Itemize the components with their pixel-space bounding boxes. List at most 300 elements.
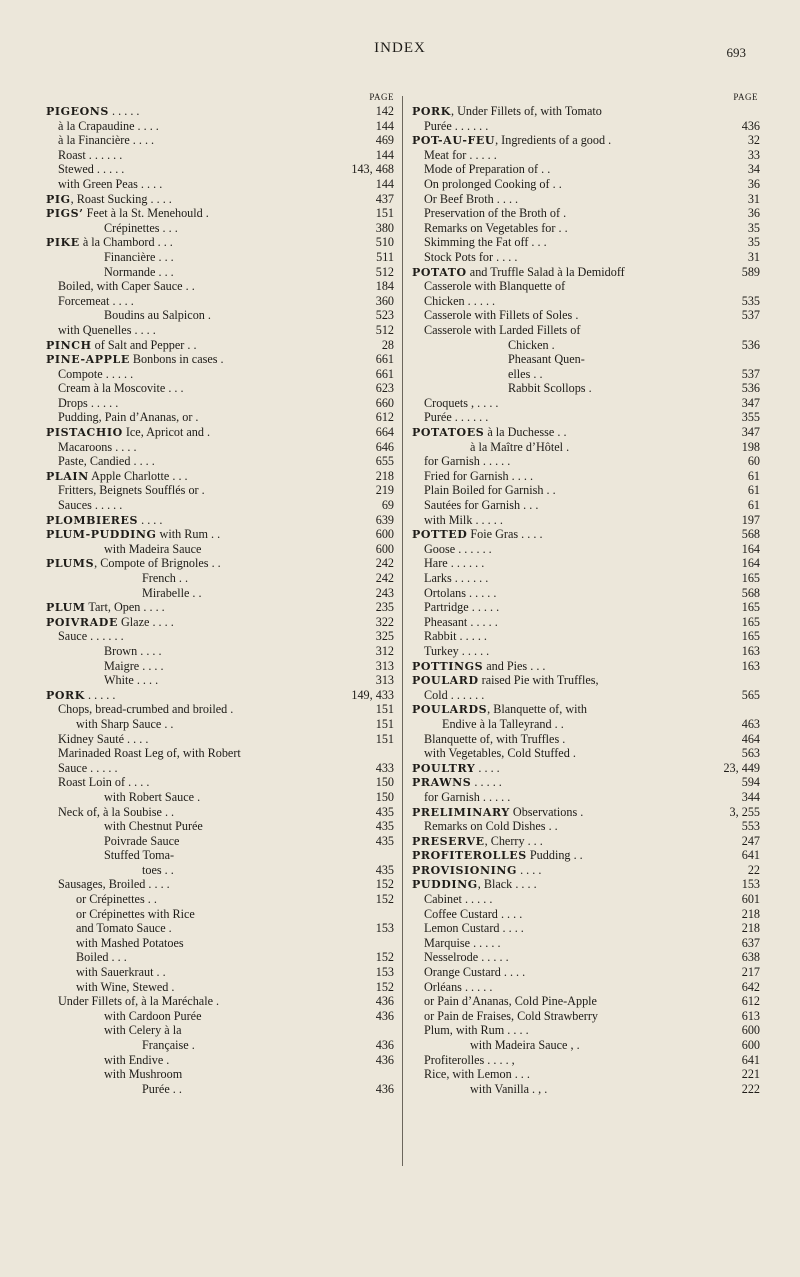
entry-text [412, 425, 739, 440]
entry-text [104, 819, 373, 834]
index-entry [412, 746, 760, 761]
entry-label: with Quenelles . . . . [58, 322, 156, 337]
entry-page-number: 536 [741, 381, 760, 396]
entry-text [46, 556, 373, 571]
index-entry [412, 965, 760, 980]
entry-text [76, 921, 373, 936]
entry-label: Stewed . . . . . [58, 162, 125, 177]
entry-text [442, 717, 739, 732]
index-entry [46, 104, 394, 119]
index-entry [46, 936, 394, 951]
entry-label: , Roast Sucking . . . . [70, 191, 172, 206]
index-entry [412, 104, 760, 119]
index-entry [412, 352, 760, 367]
index-entry [46, 761, 394, 776]
index-entry [46, 950, 394, 965]
entry-text [104, 644, 373, 659]
entry-text [104, 250, 373, 265]
entry-text [142, 571, 373, 586]
index-entry [412, 877, 760, 892]
entry-text [412, 659, 739, 674]
entry-text [104, 848, 391, 863]
entry-heading: PORK [412, 105, 451, 118]
index-entry [46, 338, 394, 353]
entry-text [424, 498, 745, 513]
index-entry [46, 542, 394, 557]
index-entry [46, 1053, 394, 1068]
entry-page-number: 435 [375, 862, 394, 877]
page-column-label: PAGE [369, 92, 394, 102]
entry-label: Apple Charlotte . . . [88, 468, 188, 483]
column-divider [402, 96, 403, 1166]
index-entry [412, 644, 760, 659]
entry-label: Purée . . . . . . [424, 410, 489, 425]
index-entry [412, 206, 760, 221]
index-entry [412, 615, 760, 630]
entry-page-number: 35 [747, 235, 760, 250]
entry-label: Forcemeat . . . . [58, 293, 134, 308]
index-entry [46, 235, 394, 250]
index-entry [412, 119, 760, 134]
entry-text [424, 148, 745, 163]
entry-heading: POTTINGS [412, 659, 484, 673]
entry-page-number: 165 [741, 571, 760, 585]
index-entry [46, 877, 394, 892]
entry-page-number: 612 [741, 994, 760, 1009]
entry-text [424, 1009, 739, 1024]
entry-label: Marinaded Roast Leg of, with Robert [58, 746, 241, 761]
entry-label: with Sharp Sauce . . [76, 716, 174, 731]
entry-text [104, 659, 373, 674]
entry-label: Hare . . . . . . [424, 556, 485, 571]
entry-label: Brown . . . . [104, 643, 162, 658]
entry-page-number: 22 [747, 862, 760, 877]
index-entry [46, 440, 394, 455]
entry-text [424, 571, 739, 586]
index-entry [46, 1067, 394, 1082]
entry-page-number: 60 [747, 454, 760, 469]
index-entry [46, 834, 394, 849]
entry-text [58, 732, 373, 747]
index-entry [412, 921, 760, 936]
entry-label: Coffee Custard . . . . [424, 906, 523, 921]
entry-page-number: 568 [741, 527, 760, 542]
entry-text [470, 1038, 739, 1053]
entry-label: Cream à la Moscovite . . . [58, 381, 184, 396]
index-entry [412, 892, 760, 907]
entry-page-number: 144 [375, 176, 394, 191]
index-entry [412, 673, 760, 688]
entry-page-number: 3, 255 [729, 804, 760, 819]
entry-label: Boiled, with Caper Sauce . . [58, 279, 195, 294]
entry-label: . . . . . [108, 104, 140, 118]
entry-label: Meat for . . . . . [424, 147, 497, 162]
entry-page-number: 600 [375, 541, 394, 556]
index-entry [412, 1053, 760, 1068]
index-entry [412, 1023, 760, 1038]
index-entry [46, 498, 394, 513]
entry-label: Cabinet . . . . . [424, 892, 493, 907]
index-entry [46, 848, 394, 863]
entry-heading: PROFITEROLLES [412, 849, 527, 863]
entry-text [58, 396, 373, 411]
index-column-right [412, 92, 760, 1096]
entry-label: or Crépinettes . . [76, 892, 157, 907]
entry-page-number: 601 [741, 892, 760, 907]
entry-label: Sauce . . . . . . [58, 629, 124, 644]
entry-label: Normande . . . [104, 264, 174, 279]
entry-label: with Chestnut Purée [104, 819, 203, 834]
entry-text [412, 761, 720, 776]
entry-text [104, 1023, 391, 1038]
entry-page-number: 436 [375, 994, 394, 1009]
entry-page-number: 433 [375, 760, 394, 775]
index-entry [412, 425, 760, 440]
entry-label: Française . [142, 1038, 195, 1052]
entry-label: à la Duchesse . . [484, 425, 567, 440]
entry-text [424, 819, 739, 834]
entry-page-number: 664 [375, 425, 394, 440]
index-entry [46, 819, 394, 834]
index-entry [412, 542, 760, 557]
entry-page-number: 151 [375, 731, 394, 746]
index-entry [412, 265, 760, 280]
entry-page-number: 512 [375, 322, 394, 337]
entry-page-number: 642 [741, 979, 760, 994]
entry-text [424, 513, 739, 528]
entry-label: Preservation of the Broth of . [424, 206, 567, 221]
index-entry [412, 1067, 760, 1082]
entry-text [142, 863, 373, 878]
entry-text [508, 338, 739, 353]
entry-text [424, 454, 745, 469]
index-entry [412, 469, 760, 484]
entry-heading: PROVISIONING [412, 863, 518, 877]
entry-label: elles . . [508, 366, 543, 381]
index-entry [412, 250, 760, 265]
entry-page-number: 217 [741, 965, 760, 980]
entry-label: with Vanilla . , . [470, 1081, 548, 1096]
index-entry [46, 279, 394, 294]
entry-label: of Salt and Pepper . . [91, 337, 197, 352]
entry-label: Chops, bread-crumbed and broiled . [58, 702, 234, 717]
index-entry [46, 265, 394, 280]
entry-text [412, 133, 745, 148]
index-entry [412, 863, 760, 878]
entry-label: Ice, Apricot and . [122, 425, 211, 440]
entry-page-number: 600 [741, 1023, 760, 1038]
entry-text [424, 410, 739, 425]
index-entry [46, 381, 394, 396]
entry-text [424, 965, 739, 980]
entry-text [424, 1067, 739, 1082]
entry-label: Turkey . . . . . [424, 643, 490, 658]
index-entry [46, 775, 394, 790]
index-entry [46, 367, 394, 382]
index-entry [412, 323, 760, 338]
entry-text [424, 483, 745, 498]
entry-text [424, 177, 745, 192]
index-entry [412, 600, 760, 615]
entry-page-number: 151 [375, 702, 394, 717]
entry-label: with Madeira Sauce [104, 541, 202, 556]
page-column-label: PAGE [733, 92, 758, 102]
entry-text [424, 994, 739, 1009]
index-entry [46, 308, 394, 323]
entry-page-number: 61 [747, 468, 760, 483]
entry-heading: PIGEONS [46, 105, 109, 118]
entry-page-number: 641 [741, 1052, 760, 1067]
entry-page-number: 61 [747, 498, 760, 513]
entry-label: with Endive . [104, 1052, 170, 1067]
index-entry [46, 425, 394, 440]
entry-label: with Cardoon Purée [104, 1008, 202, 1023]
entry-text [104, 673, 373, 688]
index-entry [412, 440, 760, 455]
entry-text [76, 892, 373, 907]
entry-page-number: 144 [375, 147, 394, 162]
entry-text [412, 877, 739, 892]
index-entry [46, 790, 394, 805]
index-entry [46, 483, 394, 498]
entry-text [76, 980, 373, 995]
entry-page-number: 535 [741, 293, 760, 308]
entry-label: . . . . [517, 862, 542, 877]
index-entry [412, 936, 760, 951]
entry-label: Rabbit . . . . . [424, 629, 487, 644]
entry-label: Mode of Preparation of . . [424, 162, 551, 177]
entry-text [424, 644, 739, 659]
entry-text [58, 483, 373, 498]
index-entry [46, 1038, 394, 1053]
entry-page-number: 646 [375, 439, 394, 454]
entry-text [46, 104, 373, 119]
index-entry [46, 571, 394, 586]
entry-heading: PLOMBIERES [46, 513, 139, 527]
entry-page-number: 360 [375, 293, 394, 308]
entry-text [76, 936, 391, 951]
entry-page-number: 235 [375, 600, 394, 615]
entry-text [412, 805, 727, 820]
index-entry [46, 250, 394, 265]
entry-page-number: 151 [375, 206, 394, 221]
entry-page-number: 219 [375, 483, 394, 498]
entry-page-number: 568 [741, 585, 760, 600]
entry-text [424, 396, 739, 411]
entry-page-number: 142 [375, 104, 394, 118]
index-entry [46, 206, 394, 221]
entry-heading: PIKE [46, 236, 80, 250]
entry-page-number: 435 [375, 804, 394, 819]
entry-label: or Pain de Fraises, Cold Strawberry [424, 1008, 598, 1023]
entry-label: Larks . . . . . . [424, 571, 489, 585]
entry-text [424, 615, 739, 630]
index-entry [46, 162, 394, 177]
entry-heading: PRAWNS [412, 776, 472, 790]
entry-page-number: 565 [741, 687, 760, 702]
entry-text [46, 192, 373, 207]
entry-text [46, 469, 373, 484]
entry-page-number: 512 [375, 264, 394, 279]
entry-label: Bonbons in cases . [129, 352, 224, 367]
index-entry [412, 571, 760, 586]
entry-text [424, 542, 739, 557]
entry-text [46, 338, 379, 353]
index-entry [412, 586, 760, 601]
index-entry [46, 994, 394, 1009]
entry-label: Lemon Custard . . . . [424, 921, 524, 936]
entry-text [58, 454, 373, 469]
entry-label: and Truffle Salad à la Demidoff [466, 264, 625, 279]
entry-heading: POTTED [412, 528, 468, 542]
entry-page-number: 463 [741, 716, 760, 731]
entry-page-number: 469 [375, 133, 394, 148]
index-entry [46, 863, 394, 878]
entry-label: Endive à la Talleyrand . . [442, 716, 564, 731]
index-entry [46, 1023, 394, 1038]
entry-text [58, 162, 348, 177]
entry-label: Kidney Sauté . . . . [58, 731, 149, 746]
entry-page-number: 436 [375, 1038, 394, 1052]
entry-text [76, 950, 373, 965]
entry-page-number: 347 [741, 425, 760, 440]
entry-text [424, 980, 739, 995]
entry-text [424, 921, 739, 936]
entry-text [424, 1023, 739, 1038]
index-entry [412, 717, 760, 732]
entry-text [508, 352, 757, 367]
entry-text [46, 527, 373, 542]
entry-text [424, 950, 739, 965]
entry-text [424, 892, 739, 907]
entry-label: Remarks on Vegetables for . . [424, 220, 568, 235]
index-entry [46, 513, 394, 528]
entry-heading: POULTRY [412, 761, 476, 775]
index-entry [412, 556, 760, 571]
entry-label: Blanquette of, with Truffles . [424, 731, 566, 746]
entry-text [424, 790, 739, 805]
index-entry [412, 381, 760, 396]
entry-label: with Wine, Stewed . [76, 979, 175, 994]
entry-label: On prolonged Cooking of . . [424, 176, 562, 191]
entry-heading: PRESERVE [412, 834, 485, 848]
entry-text [58, 148, 373, 163]
entry-label: à la Maître d’Hôtel . [470, 439, 570, 454]
entry-page-number: 380 [375, 220, 394, 235]
index-entry [46, 1009, 394, 1024]
entry-text [508, 367, 739, 382]
entry-label: Purée . . . . . . [424, 118, 489, 133]
entry-page-number: 243 [375, 585, 394, 600]
entry-text [104, 542, 373, 557]
index-entry [46, 177, 394, 192]
entry-text [104, 1067, 391, 1082]
entry-page-number: 152 [375, 950, 394, 965]
entry-label: and Pies . . . [483, 658, 546, 673]
entry-page-number: 151 [375, 716, 394, 731]
entry-text [424, 732, 739, 747]
entry-text [424, 907, 739, 922]
entry-text [412, 848, 739, 863]
entry-label: with Madeira Sauce , . [470, 1038, 580, 1052]
entry-page-number: 152 [375, 892, 394, 907]
entry-page-number: 23, 449 [723, 760, 760, 775]
entry-page-number: 347 [741, 395, 760, 410]
entry-label: for Garnish . . . . . [424, 454, 511, 469]
entry-text [46, 235, 373, 250]
entry-label: or Pain d’Ananas, Cold Pine-Apple [424, 994, 597, 1009]
index-entry [46, 148, 394, 163]
entry-label: Pudding, Pain d’Ananas, or . [58, 410, 199, 425]
entry-label: Crépinettes . . . [104, 220, 178, 235]
entry-page-number: 639 [375, 512, 394, 527]
entry-label: Drops . . . . . [58, 395, 119, 410]
index-entry [412, 279, 760, 294]
entry-label: with Mashed Potatoes [76, 935, 184, 950]
entry-text [142, 586, 373, 601]
entry-text [412, 527, 739, 542]
entry-page-number: 435 [375, 833, 394, 848]
entry-heading: POT-AU-FEU [412, 134, 496, 148]
index-entry [412, 308, 760, 323]
entry-text [58, 805, 373, 820]
index-entry [412, 629, 760, 644]
index-entry [412, 454, 760, 469]
entry-label: Paste, Candied . . . . [58, 454, 155, 469]
entry-heading: PLAIN [46, 469, 89, 483]
index-entry [412, 221, 760, 236]
entry-text [58, 119, 373, 134]
entry-page-number: 36 [747, 176, 760, 191]
entry-label: with Sauerkraut . . [76, 965, 166, 980]
entry-label: Fried for Garnish . . . . [424, 468, 533, 483]
entry-page-number: 165 [741, 614, 760, 629]
entry-label: à la Chambord . . . [79, 235, 173, 250]
entry-text [424, 250, 745, 265]
entry-label: Stock Pots for . . . . [424, 249, 518, 264]
entry-label: Boiled . . . [76, 950, 127, 965]
entry-page-number: 464 [741, 731, 760, 746]
entry-text [58, 279, 373, 294]
index-entry [46, 746, 394, 761]
entry-text [46, 206, 373, 221]
entry-page-number: 660 [375, 395, 394, 410]
index-entry [46, 396, 394, 411]
entry-text [142, 1038, 373, 1053]
entry-label: Compote . . . . . [58, 366, 134, 381]
entry-label: Maigre . . . . [104, 658, 164, 673]
index-entry [412, 410, 760, 425]
entry-text [58, 133, 373, 148]
index-entry [46, 410, 394, 425]
entry-heading: PIGS’ [46, 207, 84, 221]
index-entry [46, 527, 394, 542]
index-entry [46, 192, 394, 207]
entry-label: Stuffed Toma- [104, 848, 175, 863]
entry-label: . . . . [138, 512, 163, 527]
entry-text [104, 1053, 373, 1068]
entry-text [424, 323, 757, 338]
entry-page-number: 149, 433 [351, 687, 394, 702]
entry-heading: POULARD [412, 674, 479, 688]
index-entry [412, 819, 760, 834]
entry-page-number: 623 [375, 381, 394, 396]
entry-label: Goose . . . . . . [424, 541, 492, 556]
entry-text [470, 440, 739, 455]
entry-page-number: 637 [741, 935, 760, 950]
entry-page-number: 153 [741, 877, 760, 892]
entry-page-number: 165 [741, 600, 760, 615]
